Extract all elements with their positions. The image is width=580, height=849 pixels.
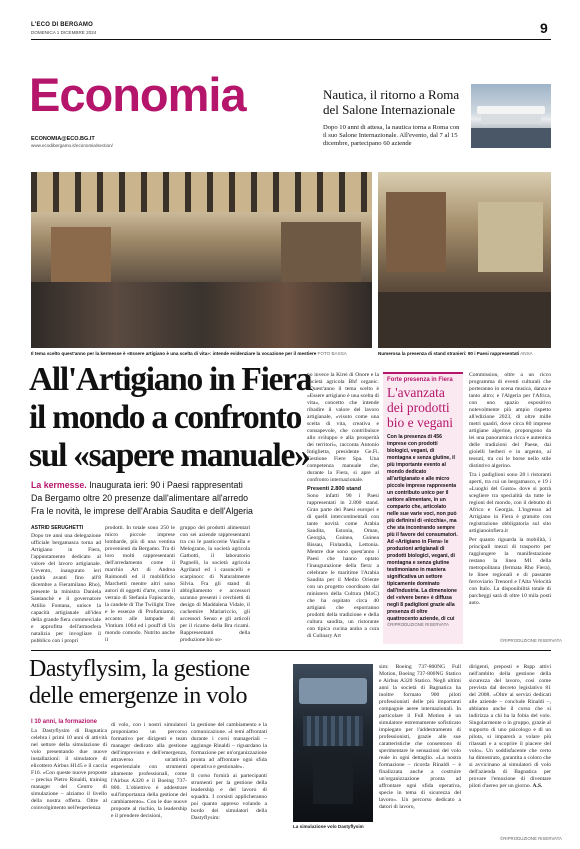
side-photo	[378, 172, 551, 348]
main-col-4: no invece la Kirei di Onore e la società agricola Bhf organic. «Quest'anno il tema scelto è «Essere artigiano è una scelta di vita», concetto che intende ribadire il valore del lavoro artigianale, «visuto come una scelta di vita, creativa e consapevole, che contribuisce allo sviluppo e alla prosperità dei territori», racconta Antonio Intiglietta, presidente Ge.Fi. Gestione Fiere Spa. Una competenza manuale che, durante la Fiera, si apre al confronto internazionale. Presenti 2.800 stand Sono infatti 90 i Paesi rappresentati in 2.800 stand. Gran parte dei Paesi europei e di quelli intercontinentali con tante novità come Arabia Saudita, Estonia, Oman, Georgia, Guinea, Guinea Bissau, Finlandia, Lettonia. Mentre due sono quest'anno i Paesi che hanno optato l'inaugurazione della fiera: a celebrare le maritime l'Arabia Saudita per il Medio Oriente con un progetto coordinato dal ministero della Cultura (MoC) che ha ospitato circa 40 artigiani che esporranno prodotti della tradizione e della cultura saudita, un ristorante con tipica cucina araba a cura di Culinary Art	[307, 372, 379, 639]
bottom-col-1: La Dastyflysim di Bagnatica celebra i primi 10 anni di attività nel settore della simulazione di volo presentando due nuove installazioni: il simulatore di elicottero Airbus H145 e il caccia F16. «Con queste nuove proposte – precisa Pietro Rinaldi, training manager del Centro di simulazione – alziamo il livello della nostra offerta. Oltre al coinvolgimento nell'esperienza	[31, 728, 107, 811]
right-column: Commission, oltre a un ricco programma di eventi culturali che porteranno in scena musica, danza e tanto altro; e l'Algeria per l'Africa, con uno spazio espositivo notevolmente più ampio rispetto all'edizione 2023, di oltre mille metri quadri, dove circa 80 imprese artigiane algerine, propongono da lei una panoramica ricca e autentica delle tradizioni del Paese, dai gioielli berberi e in argento, ai tessuti, tra cui le borse nello stile distintivo algerino. Tra i padiglioni sono 28 i ristoranti aperti, tra cui un bergamasco, e 19 i «Luoghi del Gusto» dove si potrà scegliere tra specialità da tutte le regioni del mondo, con il debutto di Africo e Georgia. L'ingresso ad Artigiano in Fiera è gratuito con registrazione obbligatoria sul sito artigianoinfiera.it Per quanto riguarda la mobilità, i principali mezzi di trasporto per raggiungere la manifestazione restano la linea M1 della metropolitana (fermata Rho Fiera), le linee regionali e di passante ferroviario Trenord e l'Alta Velocità con Italo. La disponibilità totale di parcheggi sarà di oltre 10 mila posti auto.	[469, 372, 551, 606]
bottom-col-2: di volo, con i nostri simulatori proponiamo un percorso formativo per dirigenti e team manager dedicato alla gestione dell'imprevisto e dell'emergenza, attraverso un'attività esperienziale con strumenti altamente professionali, come l'Airbus A320 e il Boeing 737-800. L'obiettivo è addestrare sull'importanza della gestione del cambiamento». Con le due nuove proposte al rischio, la leadership e il prendere decisioni,	[111, 722, 187, 819]
bottom-col-5: sim: Boeing 737-800NG Full Motion, Boeing 737-800NG Statico e Airbus A320 Statico. Negli ultimi anni la società di Bagnatica ha inoltre formato 900 piloti professionisti delle più importanti compagnie aeree internazionali. In particolare il Full Motion è un simulatore estremamente sofisticato impiegato per l'addestramento di professionisti, grazie alle sue caratteristiche che consentono di sperimentare le sensazioni del volo reale in ogni dettaglio. «La nostra formazione – ricorda Rinaldi – è finalizzata anche a costruire un'organizzazione pronta ad affrontare ogni sfida operativa, specie in tema di sicurezza del lavoro». Un percorso dedicato a datori di lavoro,	[379, 664, 461, 810]
section-title: Economia	[29, 68, 246, 121]
bottom-photo-caption: La simulazione volo Dastyflysim	[293, 824, 364, 829]
section-email: ECONOMIA@ECO.BG.IT	[31, 136, 95, 142]
bottom-photo	[293, 664, 373, 822]
section-url: www.ecodibergamo.it/economia/section/	[31, 143, 113, 148]
teaser-photo	[471, 84, 551, 148]
sidebar-label: Forte presenza in Fiera	[387, 377, 453, 383]
top-rule	[31, 39, 551, 40]
main-col-1: Dopo tre anni una delegazione ufficiale bergamasca torna ad Artigiano in Fiera, l'appuntamento dedicato al valore del lavoro artigianale. L'evento, inaugurato ieri (andrà avanti fino all'8 dicembre a Fieramilano Rho), presente la ministra Daniela Santanchè e il governatore Attilio Fontana, unisce la capacità artigianale all'idea della grande fiera commerciale e approfitta dell'atmosfera natalizia per invogliare il pubblico con i propri	[31, 533, 101, 643]
main-subhead: Presenti 2.800 stand	[307, 486, 362, 492]
main-photo-caption: Il tema scelto quest'anno per la kermesse è «Essere artigiano è una scelta di vita»: intende evidenziare la vocazione per il mestiere FOTO BASSA	[31, 351, 347, 356]
main-col-3: gruppo dei prodotti alimentari con sei aziende rappresentanti tra cui le pasticcerie Vanilla e Melograno, la società agricola Gatbotti, il laboratorio Pagnelli, la società agricola Agriland ed i casoncelli e scarpinocc di Naturalmente Silvia. Fra gli stand di abbigliamento e accessori saranno presenti i cerchietti di design di Maddalena Vidale, il cachemire Mariariccio, gli accessori Senso e gli articoli per il ricamo della Bra ricami. Rappresentanti della produzione bio so-	[180, 525, 250, 643]
main-deck: La kermesse. Inaugurata ieri: 90 i Paesi rappresentati Da Bergamo oltre 20 presenze dall'alimentare all'arredo Fra le novità, le imprese dell'Arabia Saudita e dell'Algeria	[31, 480, 253, 516]
bottom-copyright: ©RIPRODUZIONE RISERVATA	[500, 836, 562, 841]
side-photo-caption: Numerosa la presenza di stand stranieri: 90 i Paesi rappresentati ANSA	[378, 351, 533, 356]
paper-date: DOMENICA 1 DICEMBRE 2024	[31, 30, 97, 35]
page-number: 9	[540, 20, 548, 36]
sidebar-body: Con la presenza di 456 imprese con prodotti biologici, vegani, di montagna e senza glutine, il più importante evento al mondo dedicato all'artigianato e alle micro piccole imprese rappresenta un contributo unico per il settore alimentare, in un comparto che, articolato nelle sue varie voci, non può più definirsi di «nicchia», ma che sta incontrando sempre più il favore dei consumatori. Ad «Artigiano in Fiera» le produzioni artigianali di prodotti biologici, vegani, di montagna e senza glutine testimoniano in maniera significativa un settore tipicamente dominato dall'industria. La dimensione del «vivere bene» è diffusa negli 8 padiglioni grazie alla presenza di oltre quattrocento aziende, di cui	[387, 434, 458, 622]
bottom-kicker: I 10 anni, la formazione	[31, 719, 98, 725]
main-photo	[31, 172, 372, 348]
main-headline: All'Artigiano in Fiera il mondo a confronto sul «sapere manuale»	[29, 361, 312, 474]
sidebar-copyright: ©RIPRODUZIONE RISERVATA	[387, 622, 449, 627]
teaser-headline: Nautica, il ritorno a Roma del Salone Internazionale	[323, 87, 460, 117]
bottom-section-rule	[31, 650, 551, 651]
paper-name: L'ECO DI BERGAMO	[31, 22, 93, 28]
bottom-col-6: dirigenti, preposti e Rspp attivi nell'ambito della gestione della sicurezza del lavoro, così come prevista dal decreto legislativo 81 del 2008. «Oltre ai servizi dedicati alle aziende – conclude Rinaldi –, abbiamo anche il corso che si indirizza a chi ha la fobia del volo. Singolarmente o in gruppo, grazie al supporto di uno psicologo e di un pilota, si imparerà a volare più rilassati e a scoprire il piacere del volo». Un soddisfacente che certo ha dimostrato, garantita a coloro che si avvicinano ai simulatori di volo dell'azienda di Bagnatica per provare l'emozione di diventare piloti d'aereo per un giorno. A.S.	[469, 664, 551, 789]
sidebar-box	[383, 372, 463, 644]
sidebar-headline: L'avanzata dei prodotti bio e vegani	[387, 385, 453, 430]
right-copyright: ©RIPRODUZIONE RISERVATA	[500, 638, 562, 643]
teaser-body: Dopo 10 anni di attesa, la nautica torna a Roma con il suo Salone Internazionale. All'evento, dal 7 al 15 dicembre, partecipano 60 aziende	[323, 124, 460, 147]
main-author: ASTRID SERUGHETTI	[31, 525, 84, 531]
bottom-headline: Dastyflysim, la gestione delle emergenze in volo	[29, 656, 250, 709]
bottom-col-3: la gestione del cambiamento e la comunicazione. «I temi affrontati durante i corsi manageriali – aggiunge Rinaldi – riguardano la formazione per un'organizzazione pronta ad affrontare ogni sfida operativa e gestionale». Il corso fornirà ai partecipanti strumenti per la gestione della leadership e del lavoro di squadra. I corsisti applicheranno poi quanto appreso volando a bordo dei simulatori della Dastyflysim:	[191, 722, 267, 821]
main-col-2: prodotti. In totale sono 250 le micro piccole imprese lombarde, più di una ventina provenienti da Bergamo. Tra di loro molti rappresentanti dell'arredamento come il marchio Art di Andrea Raimondi ed il mobilificio Marchetti mentre altri sono autori di oggetti d'arte, come il vetraio di Stefania Fapiscardo, la candele di The Twilight Tree e le essenze di Profumiamo, accanto alle lampade di Vintium 1064 ed i pouff di Un mondo comodo. Nutrito anche il	[105, 525, 175, 643]
